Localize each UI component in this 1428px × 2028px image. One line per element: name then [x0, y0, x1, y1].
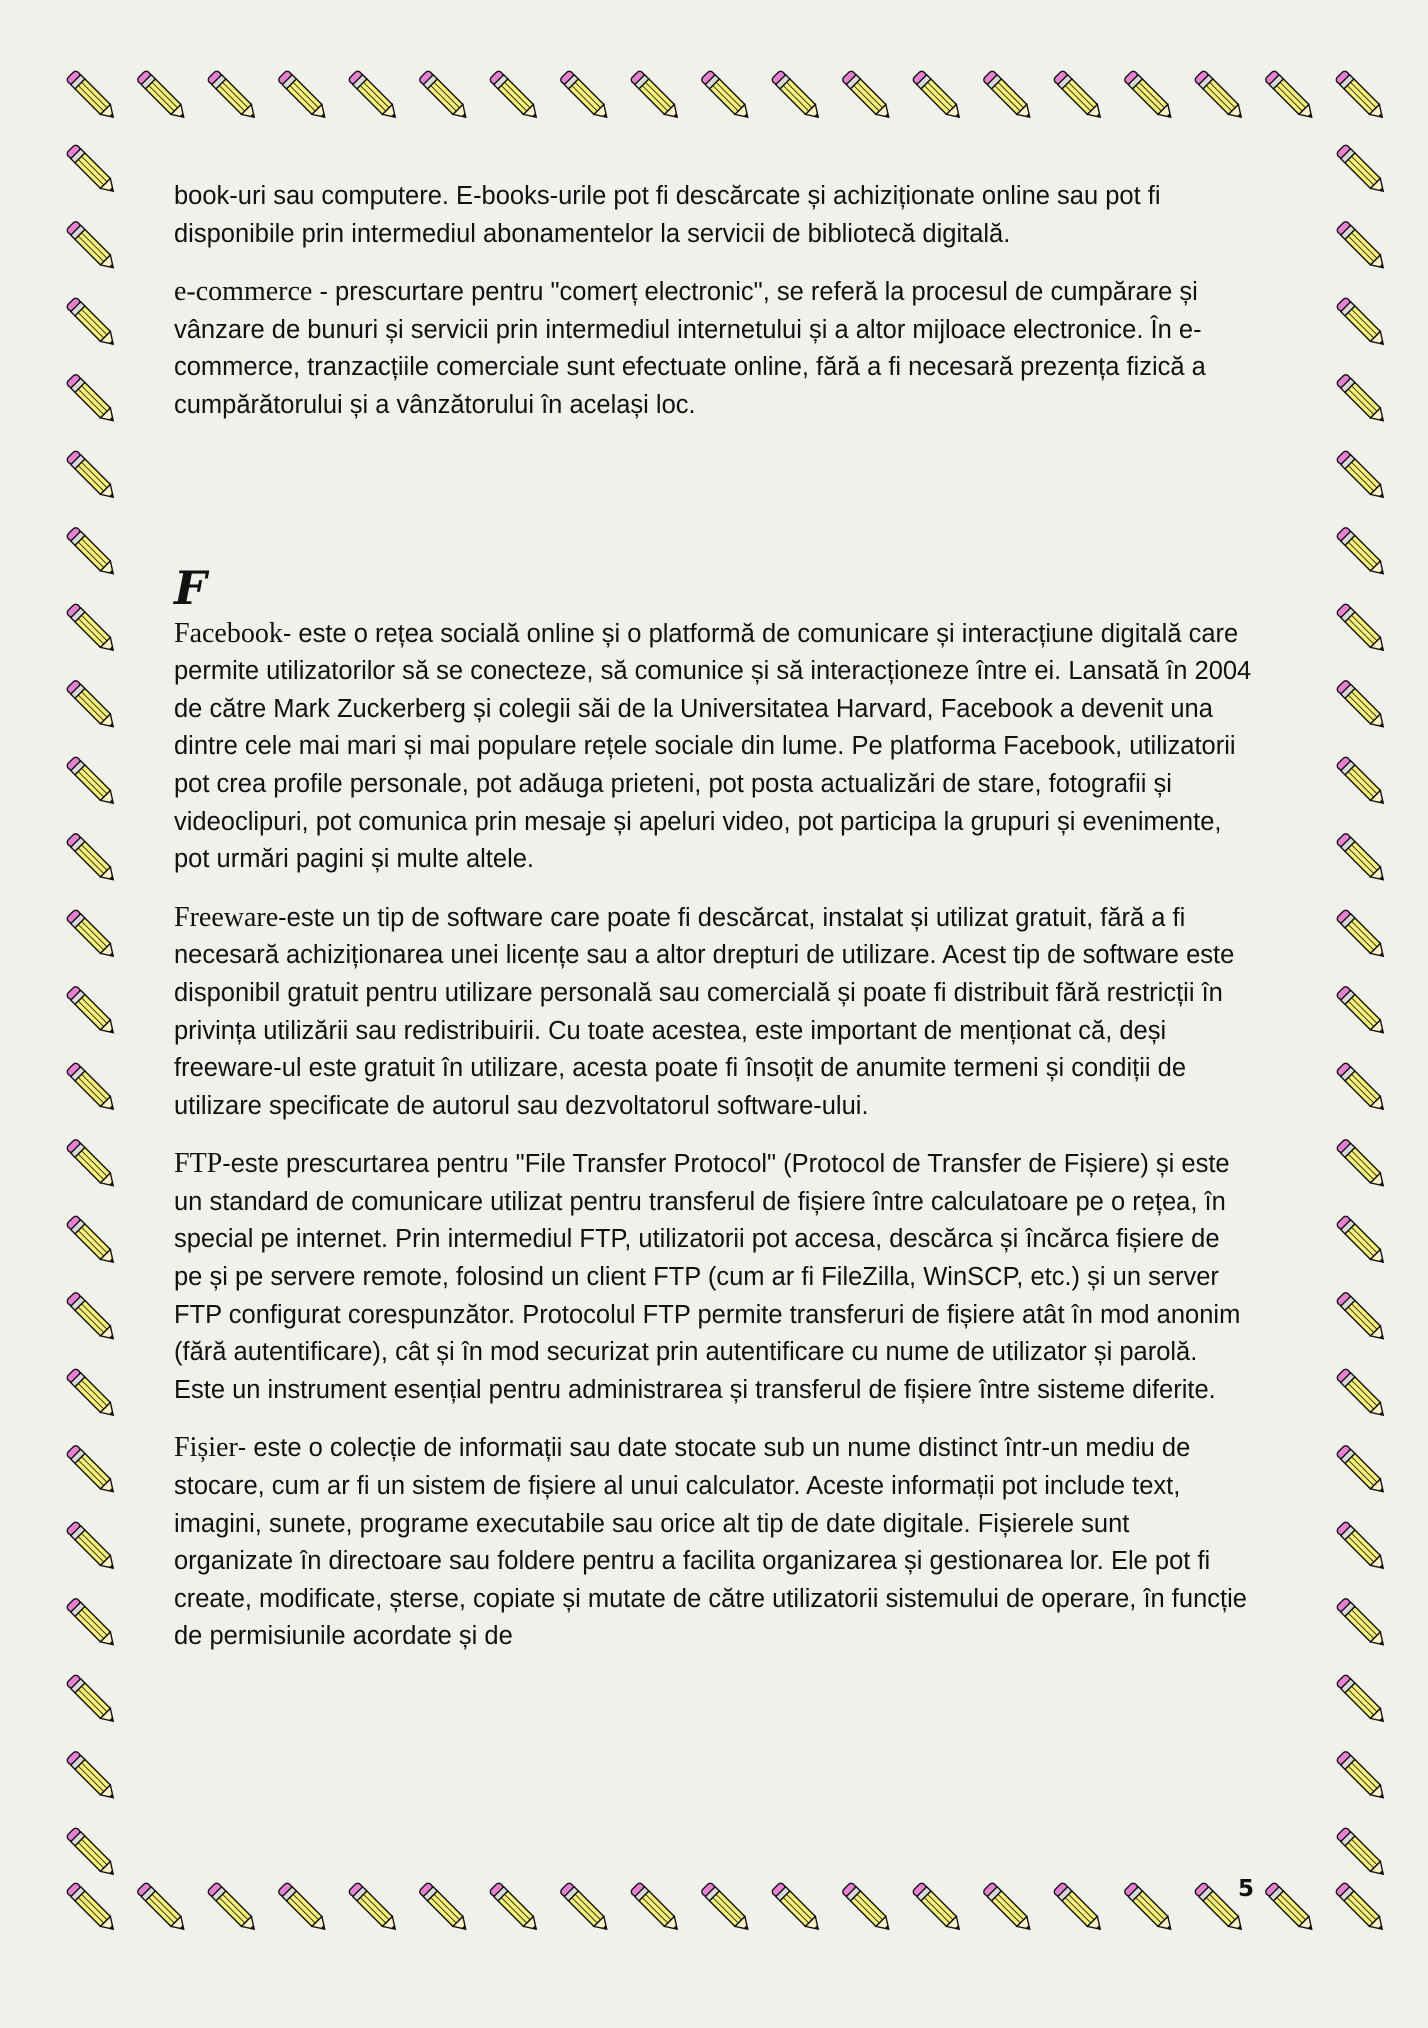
entry-term: FTP — [174, 1148, 223, 1180]
entry-term: Facebook — [174, 617, 283, 649]
pencil-icon — [207, 70, 260, 123]
entry-ebook-continuation — [174, 178, 1254, 253]
entry-term: Freeware — [174, 901, 279, 933]
pencil-icon — [982, 70, 1035, 123]
pencil-icon — [277, 70, 330, 123]
pencil-icon — [1336, 1674, 1389, 1727]
page-number: 5 — [1238, 1876, 1255, 1902]
pencil-icon — [630, 70, 683, 123]
pencil-icon — [66, 1827, 119, 1880]
pencil-icon — [1264, 1882, 1317, 1935]
pencil-icon — [136, 70, 189, 123]
pencil-icon — [771, 70, 824, 123]
pencil-icon — [1123, 70, 1176, 123]
pencil-icon — [66, 450, 119, 503]
section-letter: F — [174, 561, 207, 615]
pencil-icon — [982, 1882, 1035, 1935]
pencil-icon — [1336, 450, 1389, 503]
pencil-icon — [66, 679, 119, 732]
pencil-icon — [66, 1138, 119, 1191]
pencil-icon — [912, 70, 965, 123]
pencil-icon — [1053, 70, 1106, 123]
pencil-icon — [207, 1882, 260, 1935]
pencil-icon — [1336, 1521, 1389, 1574]
pencil-icon — [1336, 909, 1389, 962]
pencil-icon — [700, 70, 753, 123]
pencil-icon — [841, 70, 894, 123]
pencil-icon — [66, 1368, 119, 1421]
pencil-icon — [1336, 832, 1389, 885]
pencil-icon — [1336, 1138, 1389, 1191]
pencil-icon — [1336, 1750, 1389, 1803]
pencil-icon — [1336, 297, 1389, 350]
pencil-icon — [1123, 1882, 1176, 1935]
pencil-icon — [1336, 373, 1389, 426]
entry-text: -este un tip de software care poate fi descărcat, instalat și utilizat gratuit, fără a fi necesară achiziționarea unei licențe sau a altor drepturi de utilizare. Acest tip de software este disponibil gratuit pentru utilizare personală sau comercială și poate fi distribuit fără restricții în privința utilizării sau redistribuirii. Cu toate acestea, este important de menționat că, deși freeware-ul este gratuit în utilizare, acesta poate fi însoțit de anumite termeni și condiții de utilizare specificate de autorul sau dezvoltatorul software-ului. — [174, 903, 1235, 1120]
entry-term: e-commerce — [174, 276, 313, 308]
pencil-icon — [630, 1882, 683, 1935]
pencil-icon — [771, 1882, 824, 1935]
pencil-icon — [559, 1882, 612, 1935]
pencil-icon — [348, 1882, 401, 1935]
pencil-icon — [1336, 144, 1389, 197]
pencil-icon — [1335, 1882, 1388, 1935]
pencil-icon — [66, 526, 119, 579]
pencil-icon — [418, 70, 471, 123]
pencil-icon — [66, 1882, 119, 1935]
pencil-icon — [66, 1521, 119, 1574]
pencil-icon — [700, 1882, 753, 1935]
entry-e-commerce — [174, 273, 1254, 424]
entry-fisier — [174, 1429, 1254, 1656]
pencil-icon — [1336, 1215, 1389, 1268]
pencil-icon — [1336, 220, 1389, 273]
pencil-icon — [489, 70, 542, 123]
glossary-content — [174, 178, 1254, 1676]
pencil-icon — [1336, 526, 1389, 579]
pencil-icon — [1336, 603, 1389, 656]
pencil-icon — [1336, 679, 1389, 732]
entry-ftp — [174, 1145, 1254, 1409]
pencil-icon — [277, 1882, 330, 1935]
pencil-icon — [348, 70, 401, 123]
pencil-icon — [1336, 1368, 1389, 1421]
pencil-icon — [66, 985, 119, 1038]
pencil-icon — [66, 144, 119, 197]
pencil-icon — [1194, 70, 1247, 123]
pencil-icon — [66, 297, 119, 350]
pencil-icon — [66, 603, 119, 656]
entry-text: - prescurtare pentru "comerț electronic", se referă la procesul de cumpărare și vânzare de bunuri și servicii prin intermediul internetului și a altor mijloace electronice. În e-commerce, tranzacțiile comerciale sunt efectuate online, fără a fi necesară prezența fizică a cumpărătorului și a vânzătorului în același loc. — [174, 278, 1206, 419]
pencil-icon — [1336, 1827, 1389, 1880]
pencil-icon — [1336, 1291, 1389, 1344]
pencil-icon — [66, 832, 119, 885]
pencil-icon — [66, 1674, 119, 1727]
entry-text: - este o rețea socială online și o platformă de comunicare și interacțiune digitală care permite utilizatorilor să se conecteze, să comunice și să interacționeze între ei. Lansată în 2004 de către Mark Zuckerberg și colegii săi de la Universitatea Harvard, Facebook a devenit una dintre cele mai mari și mai populare rețele sociale din lume. Pe platforma Facebook, utilizatorii pot crea profile personale, pot adăuga prieteni, pot posta actualizări de stare, fotografii și videoclipuri, pot comunica prin mesaje și apeluri video, pot participa la grupuri și evenimente, pot urmări pagini și multe altele. — [174, 619, 1252, 874]
entry-text: book-uri sau computere. E-books-urile pot fi descărcate și achiziționate online sau pot fi disponibile prin intermediul abonamentelor la servicii de bibliotecă digitală. — [174, 182, 1161, 248]
pencil-icon — [418, 1882, 471, 1935]
entry-text: -este prescurtarea pentru "File Transfer Protocol" (Protocol de Transfer de Fișiere) și este un standard de comunicare utilizat pentru transferul de fișiere între calculatoare pe o rețea, în special pe internet. Prin intermediul FTP, utilizatorii pot accesa, descărca și încărca fișiere de pe și pe servere remote, folosind un client FTP (cum ar fi FileZilla, WinSCP, etc.) și un server FTP configurat corespunzător. Protocolul FTP permite transferuri de fișiere atât în mod anonim (fără autentificare), cât și în mod securizat prin autentificare cu nume de utilizator și parolă. Este un instrument esențial pentru administrarea și transferul de fișiere între sisteme diferite. — [174, 1150, 1241, 1404]
entry-term: Fișier — [174, 1432, 238, 1464]
pencil-icon — [1053, 1882, 1106, 1935]
entry-facebook — [174, 615, 1254, 879]
pencil-icon — [66, 70, 119, 123]
pencil-icon — [489, 1882, 542, 1935]
pencil-icon — [66, 373, 119, 426]
pencil-icon — [66, 756, 119, 809]
pencil-icon — [66, 220, 119, 273]
pencil-icon — [1336, 1597, 1389, 1650]
pencil-icon — [66, 1062, 119, 1115]
pencil-icon — [136, 1882, 189, 1935]
pencil-icon — [1336, 1062, 1389, 1115]
pencil-icon — [66, 1597, 119, 1650]
pencil-icon — [66, 1215, 119, 1268]
pencil-icon — [1336, 756, 1389, 809]
pencil-icon — [1264, 70, 1317, 123]
pencil-icon — [66, 1750, 119, 1803]
pencil-icon — [1336, 985, 1389, 1038]
entry-text: - este o colecție de informații sau date stocate sub un nume distinct într-un mediu de stocare, cum ar fi un sistem de fișiere al unui calculator. Aceste informații pot include text, imagini, sunete, programe executabile sau orice alt tip de date digitale. Fișierele sunt organizate în directoare sau foldere pentru a facilita organizarea și gestionarea lor. Ele pot fi create, modificate, șterse, copiate și mutate de către utilizatorii sistemului de operare, în funcție de permisiunile acordate și de — [174, 1434, 1247, 1651]
pencil-icon — [66, 1444, 119, 1497]
pencil-icon — [1335, 70, 1388, 123]
pencil-icon — [66, 1291, 119, 1344]
entry-freeware — [174, 899, 1254, 1126]
pencil-icon — [912, 1882, 965, 1935]
pencil-icon — [66, 909, 119, 962]
pencil-icon — [1336, 1444, 1389, 1497]
pencil-icon — [841, 1882, 894, 1935]
pencil-icon — [559, 70, 612, 123]
